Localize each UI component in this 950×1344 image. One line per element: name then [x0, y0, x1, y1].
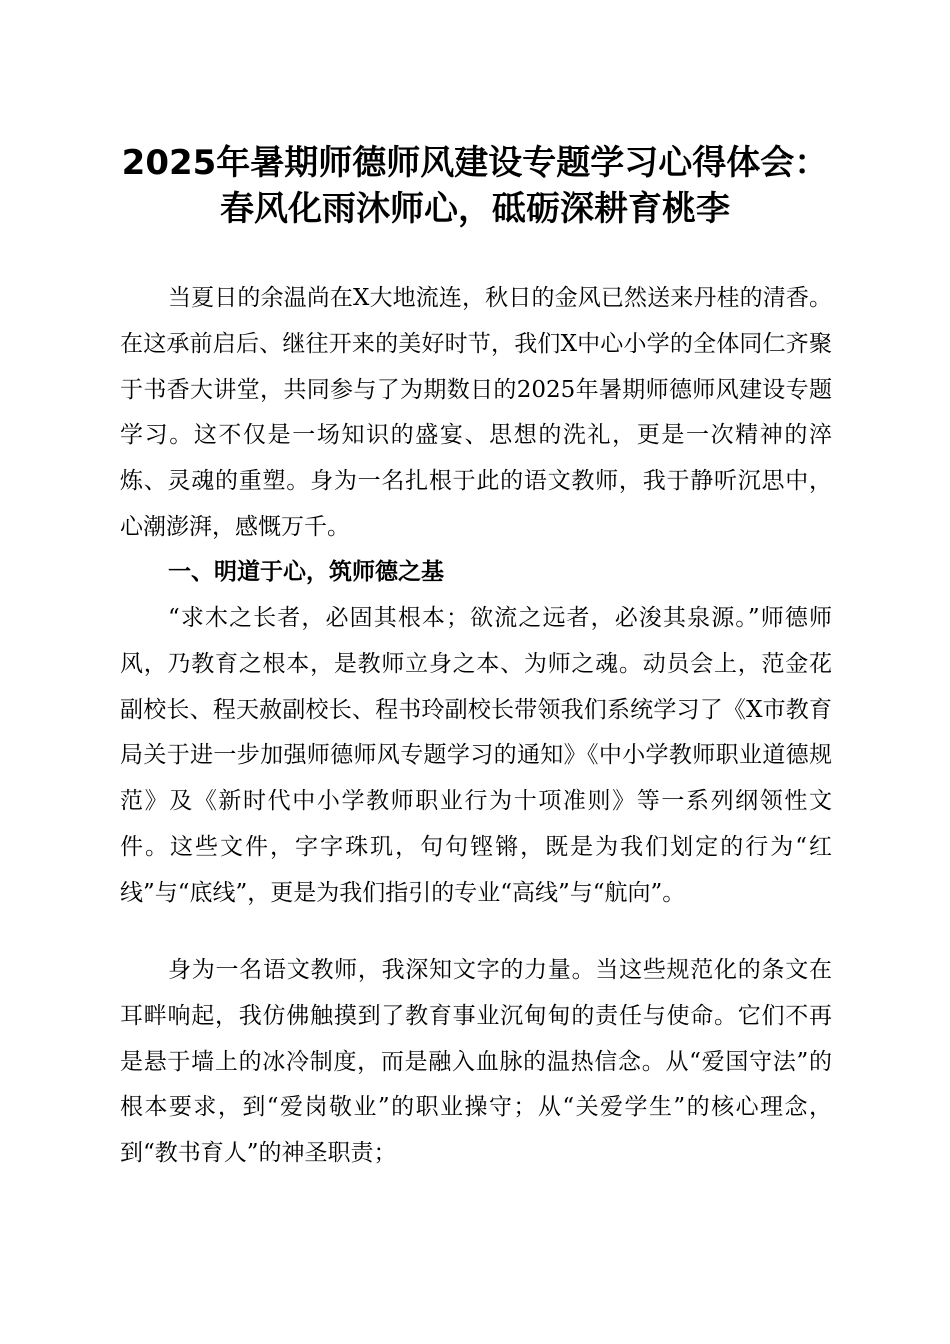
document-title-line-1: 2025年暑期师德师风建设专题学习心得体会： — [121, 143, 829, 183]
intro-paragraph: 当夏日的余温尚在X大地流连，秋日的金风已然送来丹桂的清香。在这承前启后、继往开来的美好时节，我们X中心小学的全体同仁齐聚于书香大讲堂，共同参与了为期数日的2025年暑期师德师风建设专题学习。这不仅是一场知识的盛宴、思想的洗礼，更是一次精神的淬炼、灵魂的重塑。身为一名扎根于此的语文教师，我于静听沉思中，心潮澎湃，感慨万千。 — [120, 285, 832, 540]
document-title-line-2: 春风化雨沐师心，砥砺深耕育桃李 — [220, 189, 730, 229]
section-1-paragraph-2: 身为一名语文教师，我深知文字的力量。当这些规范化的条文在耳畔响起，我仿佛触摸到了教育事业沉甸甸的责任与使命。它们不再是悬于墙上的冰冷制度，而是融入血脉的温热信念。从“爱国守法”的根本要求，到“爱岗敬业”的职业操守；从“关爱学生”的核心理念，到“教书育人”的神圣职责； — [120, 957, 832, 1167]
section-1-paragraph-1: “求木之长者，必固其根本；欲流之远者，必浚其泉源。”师德师风，乃教育之根本，是教师立身之本、为师之魂。动员会上，范金花副校长、程天赦副校长、程书玲副校长带领我们系统学习了《X市教育局关于进一步加强师德师风专题学习的通知》《中小学教师职业道德规范》及《新时代中小学教师职业行为十项准则》等一系列纲领性文件。这些文件，字字珠玑，句句铿锵，既是为我们划定的行为“红线”与“底线”，更是为我们指引的专业“高线”与“航向”。 — [120, 605, 832, 906]
section-1-heading: 一、明道于心，筑师德之基 — [168, 559, 444, 585]
